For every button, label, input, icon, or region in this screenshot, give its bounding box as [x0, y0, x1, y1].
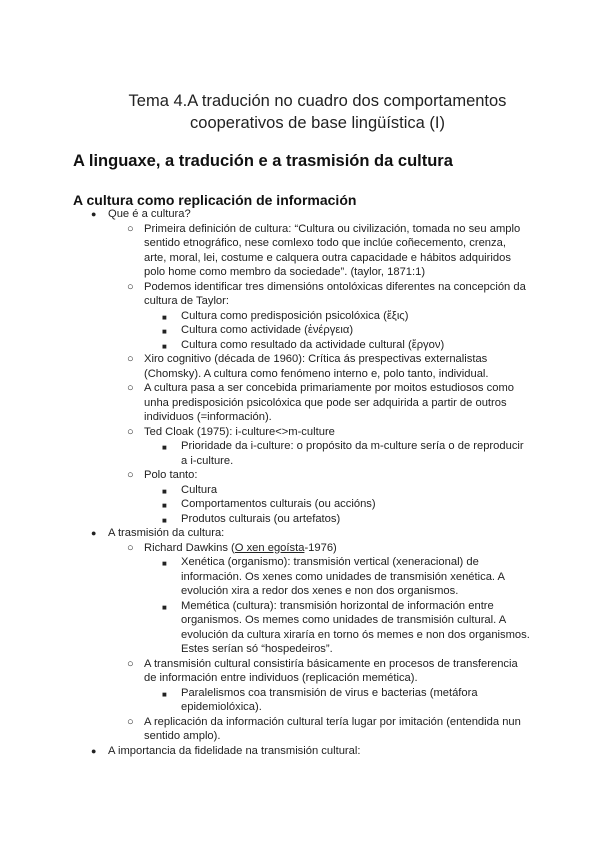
circle-bullet: ○ — [127, 353, 134, 365]
disc-bullet: ● — [91, 209, 97, 219]
list-item: ■ Produtos culturais (ou artefatos) — [0, 512, 600, 527]
square-bullet: ■ — [162, 312, 167, 322]
circle-bullet: ○ — [127, 425, 134, 438]
subsection-heading: A cultura como replicación de información — [73, 192, 357, 208]
list-item: ● A trasmisión da cultura: — [91, 527, 225, 539]
document-title — [60, 90, 575, 134]
list-item: ■ Cultura — [0, 483, 600, 498]
circle-bullet: ○ — [127, 715, 134, 728]
list-item-continuation: Estes serían só “hospedeiros”. — [181, 643, 333, 655]
circle-bullet: ○ — [127, 382, 134, 394]
list-item: ○ Polo tanto: — [127, 469, 198, 481]
circle-bullet: ○ — [127, 222, 134, 235]
title-line-1: Tema 4.A tradución no cuadro dos comportamentos — [128, 92, 507, 110]
list-item: ○ A transmisión cultural consistiría básicamente en procesos de transferencia — [127, 657, 518, 670]
section-heading: A linguaxe, a tradución e a trasmisión da cultura — [73, 152, 453, 170]
square-bullet: ■ — [162, 327, 167, 336]
list-item: ■ Paralelismos coa transmisión de virus e bacterias (metáfora — [0, 686, 600, 701]
list-item: ○ Primeira definición de cultura: “Cultura ou civilización, tomada no seu amplo — [127, 222, 521, 235]
list-item: ○ Podemos identificar tres dimensións ontolóxicas diferentes na concepción da — [127, 280, 526, 293]
book-title: O xen egoísta — [234, 541, 305, 554]
list-item: ○ A replicación da información cultural tería lugar por imitación (entendida nun — [127, 715, 521, 728]
square-bullet: ■ — [162, 443, 167, 452]
list-item-continuation: evolución xira a redor dos xenes e non dos organismos. — [181, 585, 459, 597]
list-item-continuation: sentido amplo). — [144, 730, 221, 742]
circle-bullet: ○ — [127, 280, 134, 293]
list-item: ■ Cultura como resultado da actividade cultural (ἔργον) — [0, 338, 600, 353]
list-item: ● Que é a cultura? — [91, 208, 191, 220]
list-item-continuation: arte, moral, lei, costume e calquera outra capacidade e hábitos adquiridos — [144, 251, 511, 264]
square-bullet: ■ — [162, 602, 167, 612]
square-bullet: ■ — [162, 559, 167, 568]
list-item-continuation: cultura de Taylor: — [144, 295, 229, 307]
disc-bullet: ● — [91, 745, 97, 756]
list-item-continuation: a i-culture. — [181, 454, 234, 467]
list-item: ■ Comportamentos culturais (ou accións) — [0, 497, 600, 512]
list-item: ■ Cultura como actividade (ἐνέργεια) — [0, 323, 600, 338]
list-item-continuation: información. Os xenes como unidades de transmisión xenética. A — [181, 570, 505, 583]
list-item: ○ Xiro cognitivo (década de 1960): Crítica ás prespectivas externalistas — [127, 353, 488, 365]
list-item: ● A importancia da fidelidade na transmisión cultural: — [91, 744, 361, 757]
square-bullet: ■ — [162, 689, 167, 699]
list-item-continuation: de información entre individuos (replicación memética). — [144, 672, 418, 684]
square-bullet: ■ — [162, 341, 167, 351]
outline-list — [0, 207, 600, 758]
list-item: ■ Cultura como predisposición psicolóxica (ἕξις) — [0, 309, 600, 324]
list-item: ○ A cultura pasa a ser concebida primariamente por moitos estudiosos como — [127, 382, 514, 394]
square-bullet: ■ — [162, 501, 167, 510]
list-item: ■ Prioridade da i-culture: o propósito da m-culture sería o de reproducir — [0, 439, 600, 454]
list-item-continuation: evolución da cultura xiraría en torno ós memes e non dos organismos. — [181, 628, 530, 641]
list-item-continuation: epidemiolóxica). — [181, 701, 262, 713]
square-bullet: ■ — [162, 515, 167, 525]
list-item-continuation: sentido etnográfico, nese comlexo todo que inclúe coñecemento, crenza, — [144, 237, 506, 249]
circle-bullet: ○ — [127, 657, 134, 670]
list-item: ■ Xenética (organismo): transmisión vertical (xeneracional) de — [0, 555, 600, 570]
square-bullet: ■ — [162, 486, 167, 496]
list-item-continuation: polo home como membro da sociedade”. (taylor, 1871:1) — [144, 266, 426, 278]
list-item-continuation: organismos. Os memes como unidades de transmisión cultural. A — [181, 614, 507, 626]
title-line-2: cooperativos de base lingüística (I) — [190, 114, 445, 132]
list-item: ■ Memética (cultura): transmisión horizontal de información entre — [0, 599, 600, 614]
circle-bullet: ○ — [127, 469, 134, 481]
list-item: ○ Ted Cloak (1975): i-culture<>m-culture — [127, 425, 335, 438]
list-item: ○ Richard Dawkins (O xen egoísta-1976) — [127, 541, 337, 554]
circle-bullet: ○ — [127, 541, 134, 554]
list-item-continuation: (Chomsky). A cultura como fenómeno interno e, polo tanto, individual. — [144, 367, 489, 380]
list-item-continuation: individuos (=información). — [144, 411, 272, 423]
disc-bullet: ● — [91, 528, 97, 538]
list-item-continuation: unha predisposición psicolóxica que pode ser adquirida a partir de outros — [144, 396, 507, 409]
